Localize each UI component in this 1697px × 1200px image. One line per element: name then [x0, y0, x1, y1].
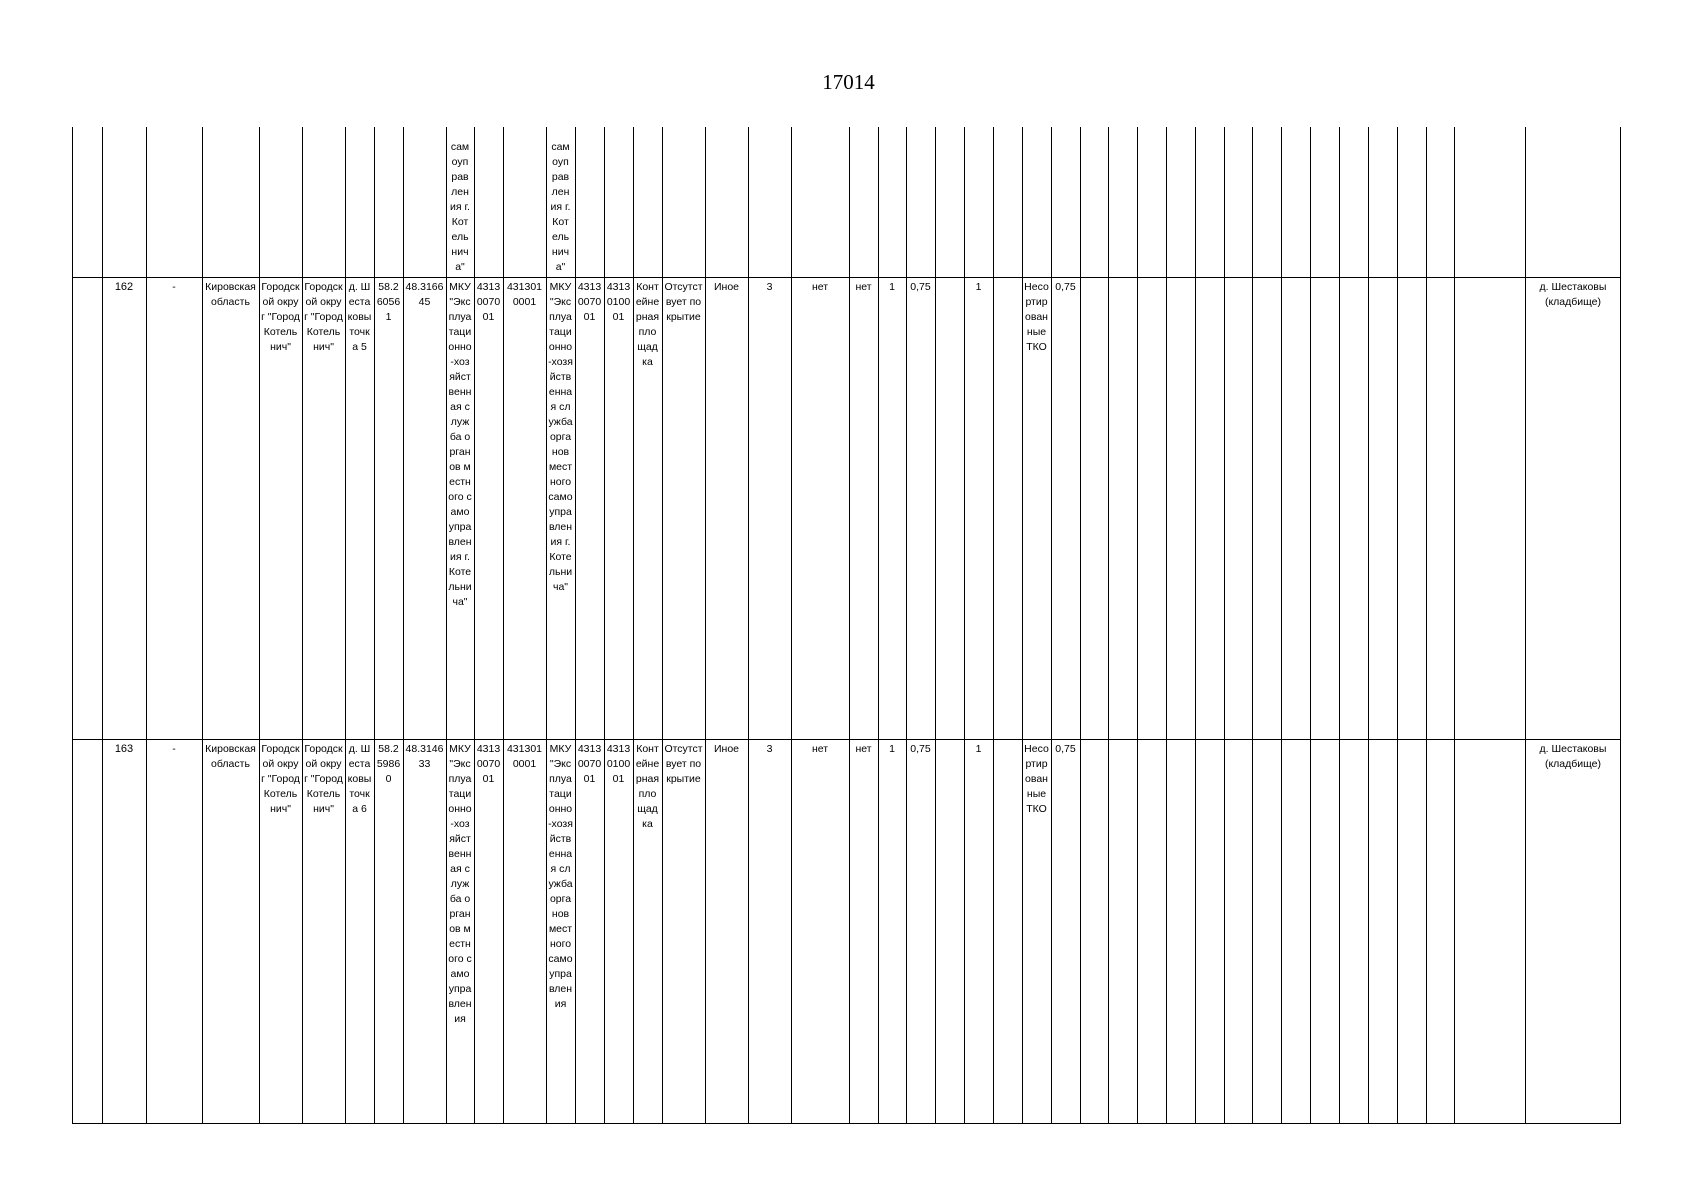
cell-site-type: Контейнерная площадка	[635, 281, 660, 368]
cell-owner: МКУ "Эксплуатационно-хозяйственная служба органов местного самоуправления	[448, 743, 472, 1025]
cell-place: д. Шестаковы точка 6	[347, 743, 372, 815]
cell-operator-inn: 4313010001	[606, 281, 631, 323]
cell-bunkers: 1	[975, 281, 982, 293]
cell-canopy: нет	[855, 743, 872, 755]
cell-surface: Иное	[713, 281, 740, 293]
cell-volume: 0,75	[910, 743, 931, 755]
cell-col-owner: сам оуп рав лен ия г. Кот ель нич а"	[450, 141, 470, 273]
cell-fence: нет	[811, 281, 829, 293]
cell-coverage: Отсутствует покрытие	[664, 281, 703, 323]
cell-operator: МКУ "Эксплуатационно-хозяйственная служба органов местного самоуправления	[548, 743, 573, 1010]
page-number: 17014	[822, 70, 875, 94]
cell-source: д. Шестаковы (кладбище)	[1539, 743, 1607, 770]
cell-area: 3	[766, 281, 773, 293]
cell-bunkers: 1	[975, 743, 982, 755]
cell-owner-inn: 4313010001	[506, 743, 543, 770]
cell-lat: 58.260561	[376, 281, 401, 323]
cell-volume: 0,75	[910, 281, 931, 293]
row-number: 163	[114, 743, 134, 755]
cell-municipality: Городской округ "Город Котельнич"	[304, 743, 343, 815]
cell-surface: Иное	[713, 743, 740, 755]
cell-operator-inn: 4313010001	[606, 743, 631, 785]
cell-owner-ogrn: 4313007001	[476, 743, 501, 785]
cell-dash: -	[172, 743, 176, 755]
row-rule	[72, 277, 1621, 278]
cell-containers: 1	[889, 281, 895, 293]
cell-containers: 1	[889, 743, 895, 755]
cell-dash: -	[172, 281, 176, 293]
cell-district: Городской округ "Город Котельнич"	[261, 281, 300, 353]
cell-district: Городской округ "Город Котельнич"	[261, 743, 300, 815]
cell-waste-volume: 0,75	[1055, 743, 1076, 755]
cell-operator-ogrn: 4313007001	[577, 743, 602, 785]
cell-source: д. Шестаковы (кладбище)	[1539, 281, 1607, 308]
cell-operator: МКУ "Эксплуатационно-хозяйственная служба органов местного самоуправления г. Котельнича"	[548, 281, 573, 593]
cell-waste-type: Несортированные ТКО	[1024, 743, 1049, 815]
cell-waste-type: Несортированные ТКО	[1024, 281, 1049, 353]
cell-municipality: Городской округ "Город Котельнич"	[304, 281, 343, 353]
cell-waste-volume: 0,75	[1055, 281, 1076, 293]
cell-place: д. Шестаковы точка 5	[347, 281, 372, 353]
cell-fence: нет	[811, 743, 829, 755]
cell-region: Кировская область	[205, 281, 256, 308]
cell-owner-inn: 4313010001	[506, 281, 543, 308]
cell-lat: 58.259860	[376, 743, 401, 785]
cell-site-type: Контейнерная площадка	[635, 743, 660, 830]
cell-operator-ogrn: 4313007001	[577, 281, 602, 323]
row-rule	[72, 739, 1621, 740]
cell-col-operator: сам оуп рав лен ия г. Кот ель нич а"	[550, 141, 571, 273]
cell-coverage: Отсутствует покрытие	[664, 743, 703, 785]
cell-owner-ogrn: 4313007001	[476, 281, 501, 323]
registry-table	[72, 127, 1621, 1124]
cell-lon: 48.314633	[405, 743, 444, 770]
cell-lon: 48.316645	[405, 281, 444, 308]
cell-owner: МКУ "Эксплуатационно-хозяйственная служба органов местного самоуправления г. Котельнича"	[448, 281, 472, 608]
cell-region: Кировская область	[205, 743, 256, 770]
cell-canopy: нет	[855, 281, 872, 293]
cell-area: 3	[766, 743, 773, 755]
row-number: 162	[114, 281, 134, 293]
